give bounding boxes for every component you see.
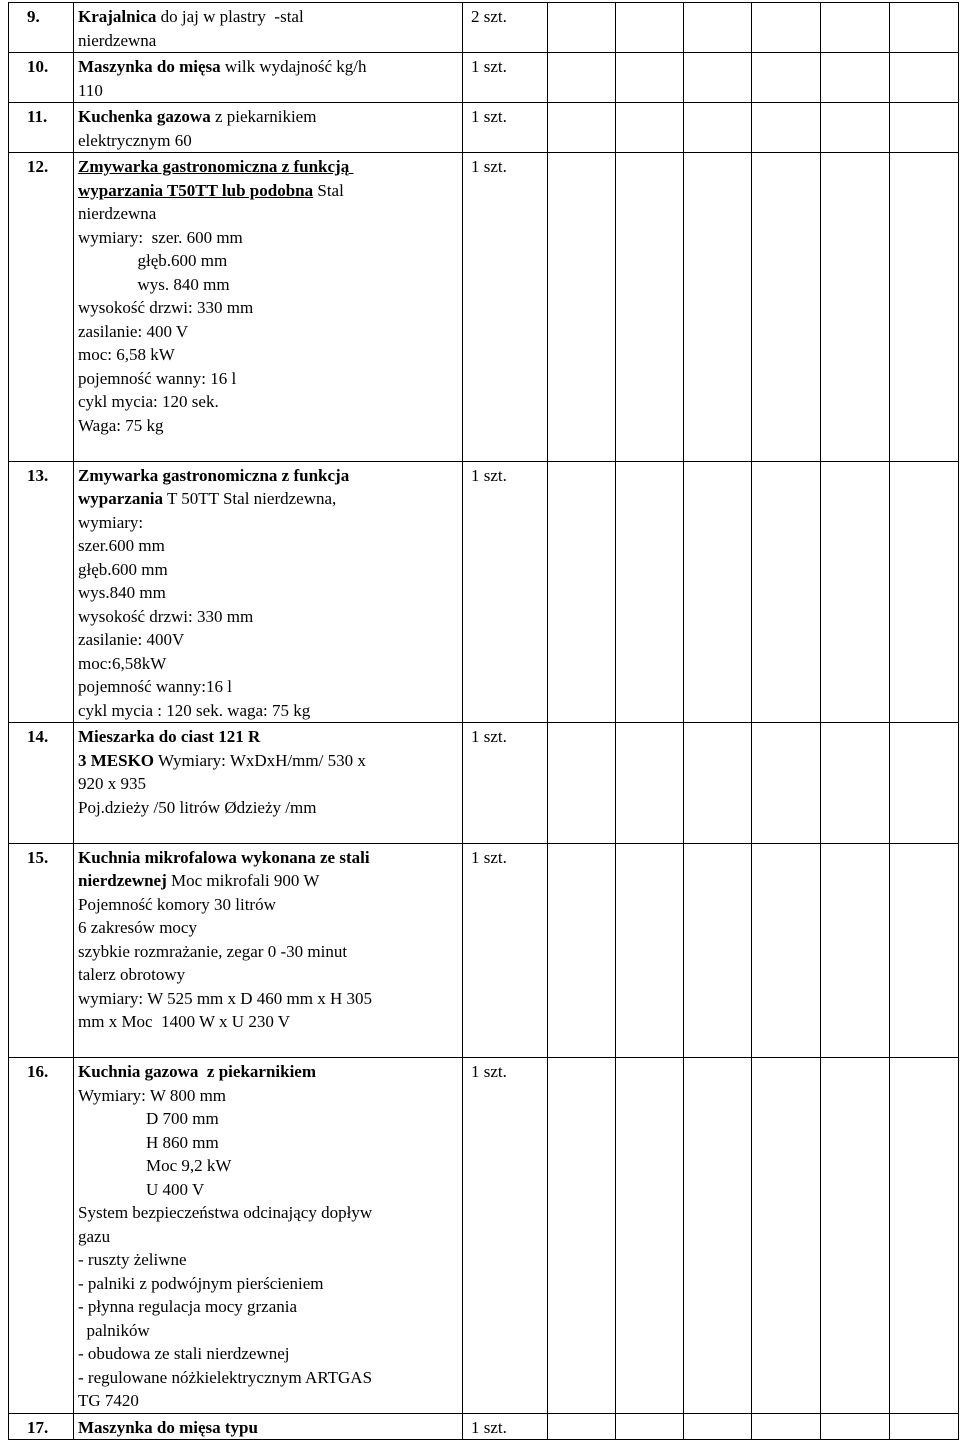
description-line xyxy=(78,367,458,391)
empty-cell xyxy=(890,3,959,53)
description-text: cykl mycia : 120 sek. waga: 75 kg xyxy=(78,700,311,720)
description-line xyxy=(78,1107,458,1131)
description-text: wysokość drzwi: 330 mm xyxy=(78,606,254,626)
empty-cell xyxy=(821,723,890,844)
description-text: elektrycznym 60 xyxy=(78,130,192,150)
empty-cell xyxy=(752,153,821,462)
empty-cell xyxy=(821,843,890,1058)
item-number: 14. xyxy=(9,723,74,844)
empty-cell xyxy=(890,843,959,1058)
description-text: H 860 mm xyxy=(78,1132,219,1152)
description-text: Moc mikrofali 900 W xyxy=(166,871,320,890)
item-description xyxy=(74,461,463,723)
description-text: nierdzewna xyxy=(78,30,157,50)
description-text: wymiary: W 525 mm x D 460 mm x H 305 xyxy=(78,988,373,1008)
description-line xyxy=(78,1295,458,1319)
description-line xyxy=(78,1201,458,1225)
empty-cell xyxy=(684,843,752,1058)
description-line xyxy=(78,1034,458,1058)
item-quantity: 2 szt. xyxy=(463,3,548,53)
description-text: zasilanie: 400V xyxy=(78,630,185,649)
empty-cell xyxy=(616,461,684,723)
empty-cell xyxy=(616,843,684,1058)
description-text: Kuchenka gazowa xyxy=(78,107,211,126)
description-line xyxy=(78,296,458,320)
description-text: szer.600 mm xyxy=(78,536,165,555)
description-text: wys. 840 mm xyxy=(78,274,230,294)
description-text: wyparzania xyxy=(78,489,163,508)
description-text: - płynna regulacja mocy grzania xyxy=(78,1297,298,1316)
item-description xyxy=(74,103,463,153)
description-line xyxy=(78,79,458,103)
description-text: Moc 9,2 kW xyxy=(78,1156,232,1175)
description-text: gazu xyxy=(78,1226,111,1246)
description-text: - obudowa ze stali nierdzewnej xyxy=(78,1344,290,1363)
description-text xyxy=(78,1036,82,1055)
description-line xyxy=(78,249,458,273)
item-description xyxy=(74,1058,463,1414)
description-text: Maszynka do mięsa xyxy=(78,57,221,76)
description-text: Kuchnia gazowa z piekarnikiem xyxy=(78,1062,317,1081)
description-line xyxy=(78,1342,458,1366)
empty-cell xyxy=(752,53,821,103)
description-text: nierdzewnej xyxy=(78,871,167,890)
description-text: U 400 V xyxy=(78,1179,205,1199)
description-text: wymiary: szer. 600 mm xyxy=(78,227,243,247)
item-description xyxy=(74,53,463,103)
description-text: Waga: 75 kg xyxy=(78,415,164,435)
empty-cell xyxy=(616,1058,684,1414)
item-number: 11. xyxy=(9,103,74,153)
description-text: moc: 6,58 kW xyxy=(78,345,175,364)
empty-cell xyxy=(821,103,890,153)
description-line xyxy=(78,628,458,652)
description-line xyxy=(78,1178,458,1202)
description-text: Maszynka do mięsa typu xyxy=(78,1417,258,1437)
item-number: 17. xyxy=(9,1413,74,1440)
empty-cell xyxy=(684,53,752,103)
description-line xyxy=(78,725,458,749)
description-line xyxy=(78,1225,458,1249)
description-text: 6 zakresów mocy xyxy=(78,918,197,937)
empty-cell xyxy=(890,153,959,462)
description-line xyxy=(78,1154,458,1178)
description-text: talerz obrotowy xyxy=(78,965,186,984)
table-row xyxy=(9,723,959,844)
item-description xyxy=(74,723,463,844)
description-text: wymiary: xyxy=(78,512,144,532)
item-number: 9. xyxy=(9,3,74,53)
empty-cell xyxy=(752,103,821,153)
description-line xyxy=(78,558,458,582)
empty-cell xyxy=(752,843,821,1058)
description-line xyxy=(78,581,458,605)
description-line xyxy=(78,1060,458,1084)
description-line xyxy=(78,846,458,870)
description-text: nierdzewna xyxy=(78,204,157,223)
description-line xyxy=(78,1366,458,1390)
empty-cell xyxy=(616,723,684,844)
description-text: pojemność wanny:16 l xyxy=(78,677,232,696)
description-line xyxy=(78,226,458,250)
description-text: D 700 mm xyxy=(78,1109,219,1128)
empty-cell xyxy=(821,153,890,462)
table-row xyxy=(9,53,959,103)
description-text: - palniki z podwójnym pierścieniem xyxy=(78,1273,324,1293)
description-text: wysokość drzwi: 330 mm xyxy=(78,298,254,317)
empty-cell xyxy=(890,103,959,153)
empty-cell xyxy=(548,1058,616,1414)
description-line xyxy=(78,179,458,203)
description-text: - ruszty żeliwne xyxy=(78,1250,187,1269)
description-line xyxy=(78,1131,458,1155)
description-line xyxy=(78,273,458,297)
empty-cell xyxy=(890,53,959,103)
description-line xyxy=(78,5,458,29)
description-line xyxy=(78,1319,458,1343)
empty-cell xyxy=(616,103,684,153)
item-quantity: 1 szt. xyxy=(463,53,548,103)
description-text: - regulowane nóżkielektrycznym ARTGAS xyxy=(78,1367,373,1387)
empty-cell xyxy=(684,723,752,844)
description-text: Kuchnia mikrofalowa wykonana ze stali xyxy=(78,847,370,867)
description-text: Mieszarka do ciast 121 R xyxy=(78,727,261,746)
description-text: zasilanie: 400 V xyxy=(78,321,189,341)
description-text: wilk wydajność kg/h xyxy=(220,57,367,76)
empty-cell xyxy=(821,461,890,723)
description-text xyxy=(78,821,82,840)
description-text: wyparzania T50TT lub podobna xyxy=(78,180,314,200)
description-text: pojemność wanny: 16 l xyxy=(78,368,237,388)
empty-cell xyxy=(616,53,684,103)
description-text: z piekarnikiem xyxy=(210,107,317,126)
description-line xyxy=(78,772,458,796)
item-quantity: 1 szt. xyxy=(463,153,548,462)
description-text: głęb.600 mm xyxy=(78,251,228,270)
table-row xyxy=(9,1058,959,1414)
empty-cell xyxy=(548,53,616,103)
item-quantity: 1 szt. xyxy=(463,723,548,844)
description-text: Stal xyxy=(313,180,344,200)
description-text xyxy=(78,439,82,458)
empty-cell xyxy=(548,3,616,53)
description-line xyxy=(78,1248,458,1272)
description-text: moc:6,58kW xyxy=(78,653,167,673)
description-line xyxy=(78,652,458,676)
description-line xyxy=(78,1010,458,1034)
description-text: szybkie rozmrażanie, zegar 0 -30 minut xyxy=(78,941,348,961)
item-number: 10. xyxy=(9,53,74,103)
item-quantity: 1 szt. xyxy=(463,1058,548,1414)
item-quantity: 1 szt. xyxy=(463,843,548,1058)
description-line xyxy=(78,1084,458,1108)
empty-cell xyxy=(821,3,890,53)
empty-cell xyxy=(684,3,752,53)
description-line xyxy=(78,796,458,820)
empty-cell xyxy=(684,153,752,462)
description-line xyxy=(78,1389,458,1413)
description-text: Wymiary: W 800 mm xyxy=(78,1085,227,1105)
description-line xyxy=(78,487,458,511)
empty-cell xyxy=(890,461,959,723)
item-quantity: 1 szt. xyxy=(463,103,548,153)
description-line xyxy=(78,155,458,179)
description-line xyxy=(78,464,458,488)
description-line xyxy=(78,29,458,53)
item-number: 16. xyxy=(9,1058,74,1414)
description-text: System bezpieczeństwa odcinający dopływ xyxy=(78,1203,373,1222)
empty-cell xyxy=(890,723,959,844)
description-line xyxy=(78,963,458,987)
empty-cell xyxy=(548,153,616,462)
description-text: 110 xyxy=(78,80,103,100)
description-line xyxy=(78,940,458,964)
equipment-table xyxy=(8,2,959,1440)
description-line xyxy=(78,819,458,843)
empty-cell xyxy=(752,723,821,844)
empty-cell xyxy=(821,1058,890,1414)
description-line xyxy=(78,511,458,535)
description-text: TG 7420 xyxy=(78,1391,139,1410)
table-body xyxy=(9,3,959,1440)
description-text: Poj.dzieży /50 litrów Ødzieży /mm xyxy=(78,797,317,817)
description-line xyxy=(78,1416,458,1440)
description-text: Wymiary: WxDxH/mm/ 530 x xyxy=(154,750,366,770)
item-quantity: 1 szt. xyxy=(463,461,548,723)
description-line xyxy=(78,390,458,414)
description-text: wys.840 mm xyxy=(78,583,166,602)
empty-cell xyxy=(752,461,821,723)
description-line xyxy=(78,749,458,773)
empty-cell xyxy=(548,103,616,153)
description-line xyxy=(78,320,458,344)
empty-cell xyxy=(616,3,684,53)
table-row xyxy=(9,3,959,53)
empty-cell xyxy=(684,1058,752,1414)
empty-cell xyxy=(821,53,890,103)
description-line xyxy=(78,129,458,153)
item-number: 13. xyxy=(9,461,74,723)
description-text: do jaj w plastry -stal xyxy=(156,7,304,26)
description-line xyxy=(78,916,458,940)
empty-cell xyxy=(548,723,616,844)
item-description xyxy=(74,3,463,53)
description-line xyxy=(78,437,458,461)
empty-cell xyxy=(752,1058,821,1414)
description-line xyxy=(78,534,458,558)
description-line xyxy=(78,893,458,917)
description-text: mm x Moc 1400 W x U 230 V xyxy=(78,1012,291,1031)
empty-cell xyxy=(752,3,821,53)
table-row xyxy=(9,153,959,462)
description-text: Zmywarka gastronomiczna z funkcją xyxy=(78,157,354,176)
description-text: Zmywarka gastronomiczna z funkcja xyxy=(78,465,350,485)
empty-cell xyxy=(548,843,616,1058)
empty-cell xyxy=(684,103,752,153)
description-text: 920 x 935 xyxy=(78,774,146,793)
description-line xyxy=(78,55,458,79)
item-quantity: 1 szt. xyxy=(463,1413,548,1440)
item-description xyxy=(74,153,463,462)
description-text: głęb.600 mm xyxy=(78,559,168,579)
item-number: 12. xyxy=(9,153,74,462)
item-description xyxy=(74,843,463,1058)
table-row xyxy=(9,461,959,723)
table-row xyxy=(9,843,959,1058)
description-line xyxy=(78,605,458,629)
description-text: 3 MESKO xyxy=(78,750,155,770)
description-line xyxy=(78,675,458,699)
description-text: Pojemność komory 30 litrów xyxy=(78,894,276,914)
description-line xyxy=(78,699,458,723)
description-line xyxy=(78,869,458,893)
empty-cell xyxy=(548,461,616,723)
description-line xyxy=(78,987,458,1011)
empty-cell xyxy=(616,153,684,462)
description-text: T 50TT Stal nierdzewna, xyxy=(163,489,337,508)
description-line xyxy=(78,414,458,438)
description-line xyxy=(78,343,458,367)
description-line xyxy=(78,105,458,129)
description-text: palników xyxy=(78,1320,150,1340)
item-number: 15. xyxy=(9,843,74,1058)
empty-cell xyxy=(684,461,752,723)
description-text: cykl mycia: 120 sek. xyxy=(78,392,219,411)
table-row xyxy=(9,103,959,153)
description-text: Krajalnica xyxy=(78,7,157,26)
empty-cell xyxy=(890,1058,959,1414)
description-line xyxy=(78,1272,458,1296)
description-line xyxy=(78,202,458,226)
